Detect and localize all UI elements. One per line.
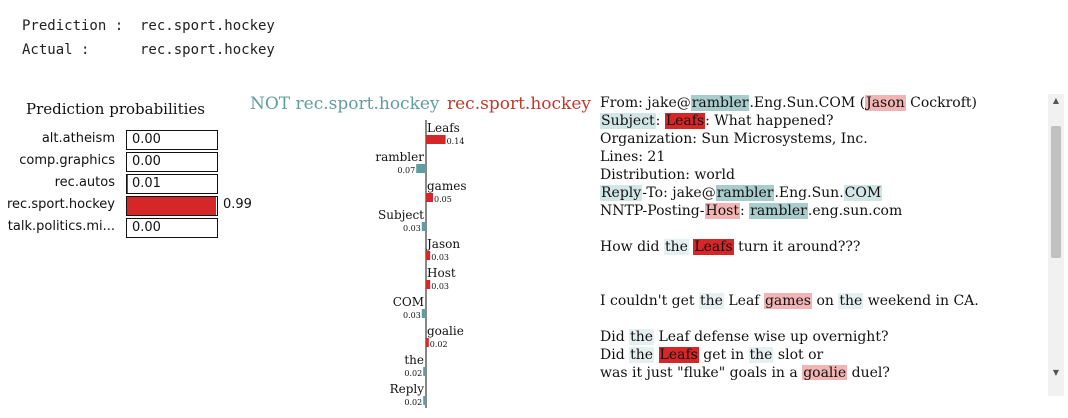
feature-word-label: games <box>427 179 467 193</box>
feature-weight-value: 0.03 <box>431 282 450 291</box>
feature-weights-chart <box>300 118 500 408</box>
document-text: duel? <box>847 365 890 380</box>
probability-row <box>0 130 260 150</box>
feature-weight-value: 0.07 <box>397 166 416 175</box>
feature-weight-value: 0.03 <box>402 224 421 233</box>
scroll-down-icon[interactable]: ▼ <box>1052 368 1060 377</box>
document-line <box>600 256 1048 274</box>
probability-row <box>0 174 260 194</box>
feature-word-label: Host <box>427 266 456 280</box>
probability-bar-fill <box>127 197 216 215</box>
highlighted-word: Leafs <box>694 239 733 255</box>
probability-bar <box>126 174 218 194</box>
probability-bar <box>126 196 218 216</box>
feature-word-label: goalie <box>427 324 464 338</box>
document-text: Distribution: world <box>600 167 735 183</box>
document-line <box>600 238 1048 256</box>
actual-label: Actual : <box>22 42 90 58</box>
probability-value: 0.00 <box>132 220 161 235</box>
prediction-label: Prediction : <box>22 18 124 34</box>
feature-weight-bar <box>426 251 430 260</box>
probability-value: 0.00 <box>132 132 161 147</box>
feature-weight-bar <box>426 193 433 202</box>
probability-class-label: talk.politics.mi... <box>7 219 115 234</box>
feature-weight-value: 0.02 <box>429 340 448 349</box>
document-line <box>600 364 1048 380</box>
document-text: : <box>655 113 665 129</box>
feature-word-label: rambler <box>375 150 424 164</box>
document-text: .Eng.Sun. <box>774 185 844 201</box>
document-text: Organization: Sun Microsystems, Inc. <box>600 131 868 147</box>
document-line <box>600 274 1048 292</box>
probability-class-label: rec.autos <box>54 175 115 190</box>
highlighted-word: games <box>764 293 811 309</box>
document-text: Cockroft) <box>905 95 977 111</box>
document-line <box>600 148 1048 166</box>
document-text: From: jake@ <box>600 95 691 111</box>
document-text: How did <box>600 239 664 255</box>
document-text: : <box>739 203 750 219</box>
document-text-panel[interactable] <box>600 94 1048 380</box>
probability-class-label: alt.atheism <box>41 131 115 146</box>
highlighted-word: Leafs <box>659 347 698 363</box>
feature-weight-value: 0.03 <box>402 311 421 320</box>
probability-class-label: rec.sport.hockey <box>7 197 115 212</box>
feature-weight-bar <box>422 309 426 318</box>
feature-word-label: Reply <box>389 382 424 396</box>
probability-bar <box>126 218 218 238</box>
document-line <box>600 94 1048 112</box>
probability-value: 0.01 <box>132 176 161 191</box>
highlighted-word: rambler <box>750 203 807 219</box>
document-line <box>600 328 1048 346</box>
probability-value-outside: 0.99 <box>223 197 252 212</box>
document-text: get in <box>698 347 749 363</box>
feature-word-label: COM <box>392 295 424 309</box>
document-text: Did <box>600 329 630 345</box>
document-text: Did <box>600 347 630 363</box>
probabilities-title: Prediction probabilities <box>26 100 205 118</box>
document-text: slot or <box>773 347 824 363</box>
feature-word-label: Jason <box>427 237 461 251</box>
highlighted-word: the <box>749 347 773 363</box>
document-text <box>654 347 658 363</box>
document-text: .eng.sun.com <box>807 203 903 219</box>
feature-weight-value: 0.02 <box>404 398 423 407</box>
highlighted-word: COM <box>844 185 882 201</box>
document-text: turn it around??? <box>733 239 861 255</box>
prediction-value: rec.sport.hockey <box>140 18 275 34</box>
document-line <box>600 292 1048 310</box>
document-line <box>600 130 1048 148</box>
highlighted-word: the <box>630 347 654 363</box>
highlighted-word: rambler <box>691 95 749 111</box>
document-text: NNTP-Posting- <box>600 203 705 219</box>
feature-weight-value: 0.05 <box>434 195 452 204</box>
vertical-scrollbar[interactable] <box>1048 94 1064 396</box>
feature-word-label: the <box>404 353 424 367</box>
probability-bar-fill <box>127 175 128 193</box>
highlighted-word: goalie <box>803 365 847 380</box>
actual-value: rec.sport.hockey <box>140 42 275 58</box>
highlighted-word: Jason <box>866 95 905 111</box>
highlighted-word: Subject <box>601 113 655 129</box>
highlighted-word: the <box>699 293 723 309</box>
probability-row <box>0 218 260 238</box>
feature-weight-bar <box>426 338 429 347</box>
document-line <box>600 346 1048 364</box>
document-line <box>600 184 1048 202</box>
document-line <box>600 202 1048 220</box>
feature-weight-bar <box>426 280 430 289</box>
probability-bar <box>126 130 218 150</box>
feature-word-label: Leafs <box>427 121 460 135</box>
highlighted-word: Leafs <box>665 113 705 129</box>
probability-value: 0.00 <box>132 154 161 169</box>
feature-weight-bar <box>423 367 426 376</box>
highlighted-word: Host <box>705 203 739 219</box>
document-text: -To: jake@ <box>642 185 716 201</box>
feature-weight-bar <box>422 222 426 231</box>
negative-class-label: NOT rec.sport.hockey <box>250 94 440 114</box>
document-text: weekend in CA. <box>863 293 979 309</box>
feature-weight-bar <box>423 396 426 405</box>
probability-class-label: comp.graphics <box>19 153 115 168</box>
probability-row <box>0 196 260 216</box>
document-text: Lines: 21 <box>600 149 666 165</box>
feature-word-label: Subject <box>378 208 424 222</box>
feature-weight-value: 0.03 <box>431 253 450 262</box>
scroll-up-icon[interactable]: ▲ <box>1052 96 1060 105</box>
highlighted-word: the <box>630 329 654 345</box>
document-text: Leaf defense wise up overnight? <box>654 329 889 345</box>
feature-weight-value: 0.14 <box>446 137 465 146</box>
feature-weight-bar <box>426 135 446 144</box>
highlighted-word: the <box>664 239 688 255</box>
document-line <box>600 166 1048 184</box>
document-text: Leaf <box>723 293 764 309</box>
document-line <box>600 310 1048 328</box>
document-text: I couldn't get <box>600 293 699 309</box>
highlighted-word: Reply <box>601 185 642 201</box>
document-text: .Eng.Sun.COM ( <box>749 95 866 111</box>
document-text: : What happened? <box>705 113 834 129</box>
scroll-thumb[interactable] <box>1051 126 1061 258</box>
document-text: on <box>812 293 839 309</box>
probability-row <box>0 152 260 172</box>
highlighted-word: the <box>839 293 863 309</box>
highlighted-word: rambler <box>716 185 774 201</box>
document-text: was it just "fluke" goals in a <box>600 365 803 380</box>
document-line <box>600 112 1048 130</box>
feature-weight-bar <box>416 164 426 173</box>
positive-class-label: rec.sport.hockey <box>447 94 591 114</box>
probability-bar <box>126 152 218 172</box>
document-line <box>600 220 1048 238</box>
feature-weight-value: 0.02 <box>404 369 423 378</box>
